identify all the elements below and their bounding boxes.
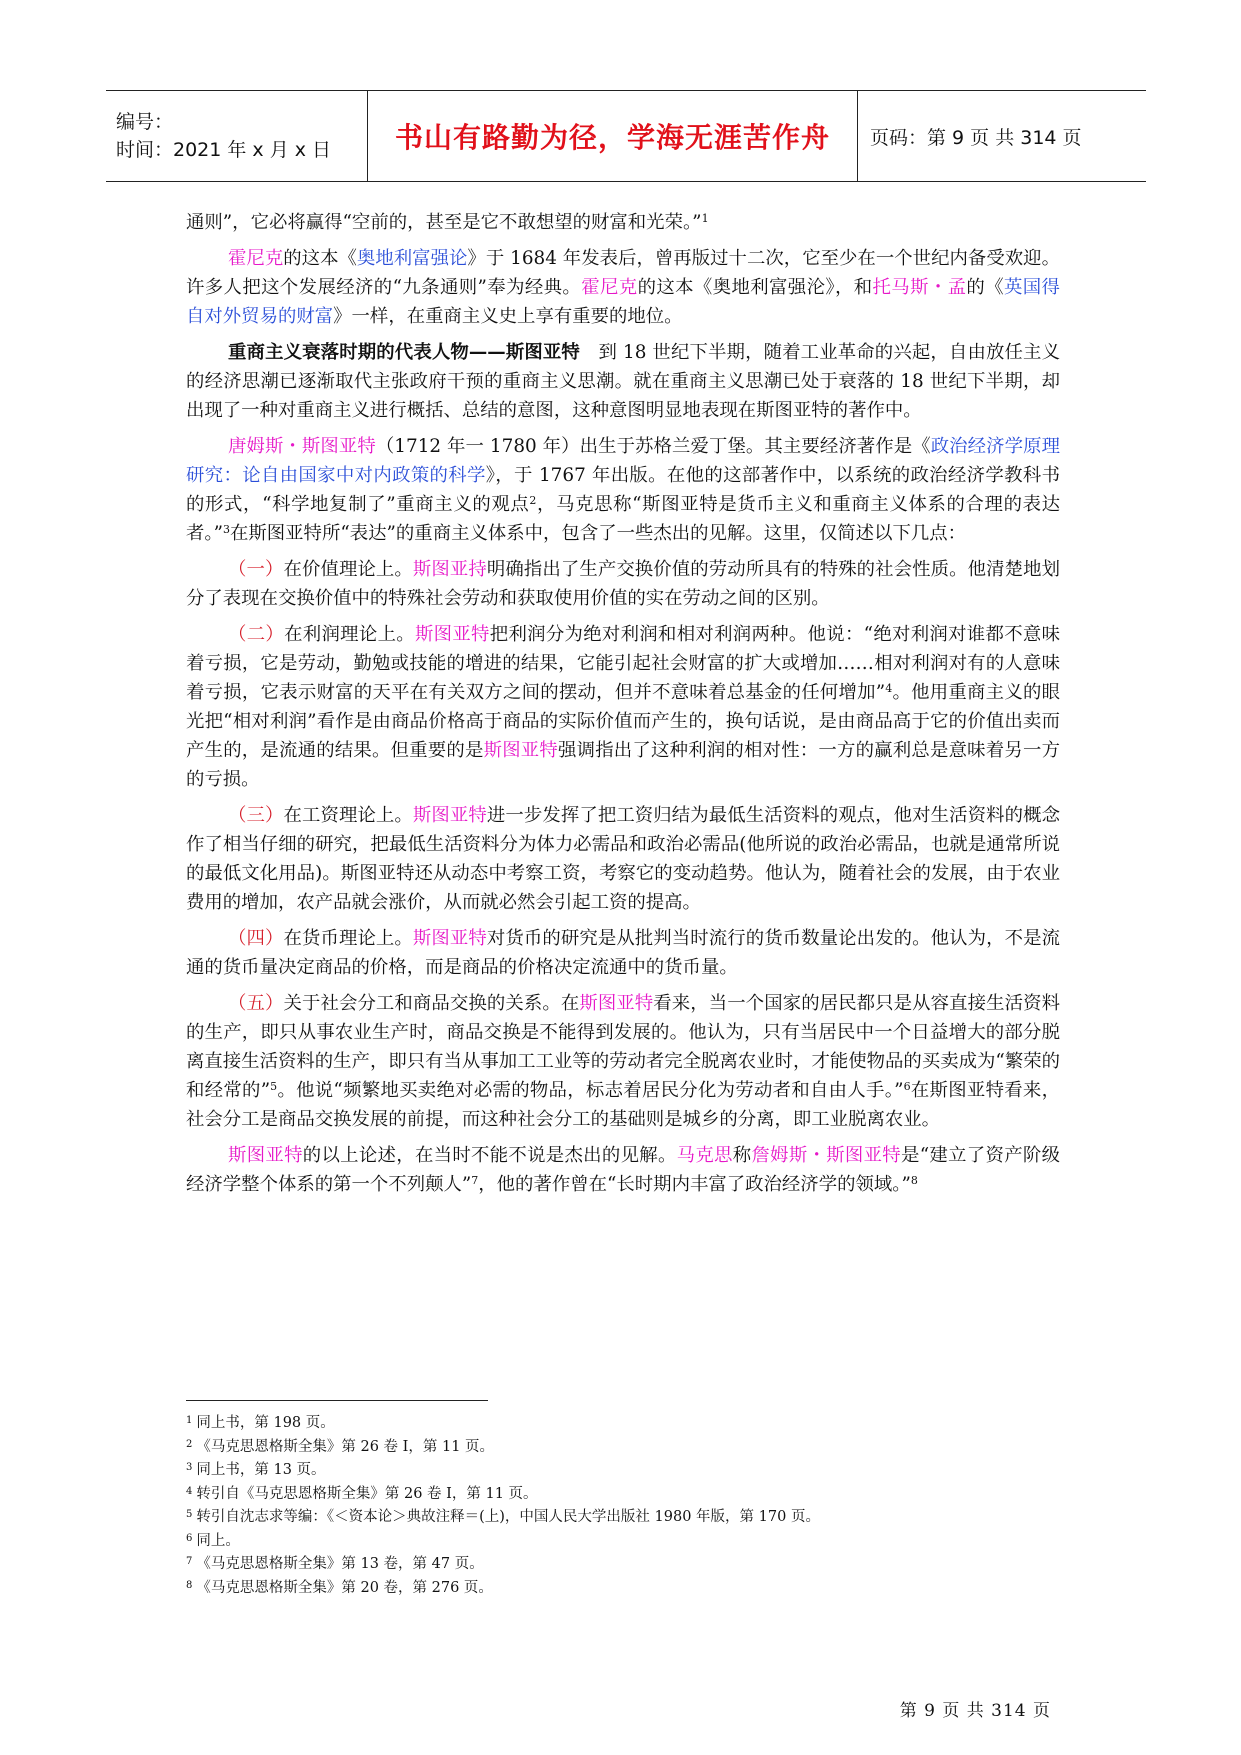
- footnote-number: 8: [186, 1579, 193, 1591]
- person-name: 唐姆斯・斯图亚特: [228, 436, 376, 457]
- text-run: 看来，当一个国家的居民都只是从容直接生活资料的生产，即只从事农业生产时，商品交换是不能得到发展的。他认为，只有当居民中一个日益增大的部分脱离直接生活资料的生产，即只有当从事加工工业等的劳动者完全脱离农业时，才能使物品的买卖成为“繁荣的和经常的”: [186, 993, 1060, 1101]
- footnote-ref: 4: [885, 682, 893, 695]
- enum-marker: （二）: [228, 624, 285, 645]
- text-run: 的《: [966, 277, 1004, 298]
- text-run: 关于社会分工和商品交换的关系。在: [283, 993, 580, 1014]
- footnote-ref: 3: [222, 523, 230, 536]
- footnote-item: [186, 1553, 820, 1577]
- text-run: 到 18 世纪下半期，随着工业革命的兴起，自由放任主义的经济思潮已逐渐取代主张政府干预的重商主义思潮。就在重商主义思潮已处于衰落的 18 世纪下半期，却出现了一种对重商主义进行概括、总结的意图，这种意图明显地表现在斯图亚特的著作中。: [186, 342, 1060, 421]
- footnote-ref: 7: [471, 1174, 479, 1187]
- text-run: 。他用重商主义的眼光把“相对利润”看作是由商品价格高于商品的实际价值而产生的，换句话说，是由商品高于它的价值出卖而产生的，是流通的结果。但重要的是: [186, 682, 1060, 761]
- person-name: 托马斯・孟: [872, 277, 967, 298]
- paragraph-p10: [186, 1141, 1060, 1199]
- text-run: ，马克思称“斯图亚特是货币主义和重商主义体系的合理的表达者。”: [186, 494, 1061, 544]
- footnote-ref: 6: [903, 1080, 911, 1093]
- paragraph-p6: [186, 620, 1060, 794]
- header-number-label: 编号：: [116, 111, 174, 133]
- footnote-ref: 5: [270, 1080, 278, 1093]
- footnote-text: 同上书，第 198 页。: [196, 1415, 335, 1431]
- text-run: 》于 1684 年发表后，曾再版过十二次，它至少在一个世纪内备受欢迎。许多人把这个发展经济的“九条通则”奉为经典。: [186, 248, 1060, 298]
- person-name: 斯图亚特: [412, 928, 487, 949]
- paragraph-p9: [186, 989, 1060, 1134]
- person-name: 斯图亚特: [414, 624, 490, 645]
- text-run: 是“建立了资产阶级经济学整个体系的第一个不列颠人”: [186, 1145, 1060, 1195]
- footnote-item: [186, 1577, 820, 1601]
- paragraph-p4: [186, 432, 1060, 548]
- text-run: 在货币理论上。: [283, 928, 413, 949]
- text-run: 的这本《奥地利富强沦》，和: [637, 277, 873, 298]
- book-title: 奥地利富强论: [356, 248, 468, 269]
- paragraph-p2: [186, 244, 1060, 331]
- person-name: 霍尼克: [228, 248, 284, 269]
- text-run: 对货币的研究是从批判当时流行的货币数量论出发的。他认为，不是流通的货币量决定商品的价格，而是商品的价格决定流通中的货币量。: [186, 928, 1060, 978]
- footnote-number: 1: [186, 1415, 193, 1426]
- document-body: [186, 208, 1060, 1206]
- text-run: 称: [732, 1145, 752, 1166]
- enum-marker: （四）: [228, 928, 284, 949]
- paragraph-p1: [186, 208, 1060, 237]
- footnote-number: 5: [186, 1509, 193, 1520]
- footnote-item: [186, 1530, 820, 1554]
- text-run: （1712 年一 1780 年）出生于苏格兰爱丁堡。其主要经济著作是《: [375, 436, 931, 457]
- footnote-text: 同上书，第 13 页。: [196, 1462, 326, 1478]
- footnotes: [186, 1412, 820, 1600]
- enum-marker: （一）: [228, 559, 284, 580]
- text-run: 的这本《: [283, 248, 357, 269]
- person-name: 斯图亚特: [228, 1145, 303, 1166]
- person-name: 霍尼克: [581, 277, 638, 298]
- paragraph-p5: [186, 555, 1060, 613]
- footnote-ref: 1: [701, 212, 709, 225]
- text-run: 在斯图亚特所“表达”的重商主义体系中，包含了一些杰出的见解。这里，仅简述以下几点：: [229, 523, 967, 544]
- enum-marker: （三）: [228, 805, 284, 826]
- text-run: 》，于 1767 年出版。在他的这部著作中，以系统的政治经济学教科书的形式，“科学地复制了”重商主义的观点: [186, 465, 1060, 515]
- footnote-text: 转引自沈志求等编：《＜资本论＞典故注释＝(上)，中国人民大学出版社 1980 年版，第 170 页。: [196, 1509, 820, 1525]
- text-run: 进一步发挥了把工资归结为最低生活资料的观点，他对生活资料的概念作了相当仔细的研究，把最低生活资料分为体力必需品和政治必需品(他所说的政治必需品，也就是通常所说的最低文化用品)。斯图亚特还从动态中考察工资，考察它的变动趋势。他认为，随着社会的发展，由于农业费用的增加，农产品就会涨价，从而就必然会引起工资的提高。: [186, 805, 1060, 913]
- footnote-item: [186, 1412, 820, 1436]
- footnote-item: [186, 1459, 820, 1483]
- footnote-text: 《马克思恩格斯全集》第 26 卷 I，第 11 页。: [196, 1438, 495, 1455]
- book-title: 政治经济学原理研究：论自由国家中对内政策的科学: [186, 436, 1060, 486]
- header-page-text: 页码：第 9 页 共 314 页: [870, 126, 1082, 149]
- footnote-number: 4: [186, 1485, 193, 1497]
- footnote-text: 同上。: [196, 1532, 240, 1549]
- text-run: 在工资理论上。: [283, 805, 413, 826]
- header-page: [858, 91, 1146, 181]
- footnote-item: [186, 1483, 820, 1507]
- text-run: 明确指出了生产交换价值的劳动所具有的特殊的社会性质。他清楚地划分了表现在交换价值中的特殊社会劳动和获取使用价值的实在劳动之间的区别。: [186, 559, 1060, 609]
- text-run: 》一样，在重商主义史上享有重要的地位。: [333, 306, 683, 327]
- header-motto: [368, 91, 858, 181]
- footnote-item: [186, 1506, 820, 1530]
- paragraph-p3: [186, 338, 1060, 425]
- section-heading: 重商主义衰落时期的代表人物——斯图亚特: [228, 342, 580, 363]
- footnote-item: [186, 1436, 820, 1460]
- text-run: 在利润理论上。: [284, 624, 415, 645]
- motto-text: 书山有路勤为径，学海无涯苦作舟: [394, 121, 830, 154]
- enum-marker: （五）: [228, 993, 284, 1014]
- person-name: 马克思: [676, 1145, 733, 1166]
- text-run: 把利润分为绝对利润和相对利润两种。他说：“绝对利润对谁都不意味着亏损，它是劳动，勤勉或技能的增进的结果，它能引起社会财富的扩大或增加……相对利润对有的人意味着亏损，它表示财富的天平在有关双方之间的摆动，但并不意味着总基金的任何增加”: [186, 624, 1060, 703]
- text-run: 在价值理论上。: [283, 559, 413, 580]
- footnote-number: 2: [186, 1438, 193, 1450]
- paragraph-p8: [186, 924, 1060, 982]
- footnote-divider: [186, 1400, 488, 1401]
- person-name: 詹姆斯・斯图亚特: [751, 1145, 902, 1166]
- text-run: 的以上论述，在当时不能不说是杰出的见解。: [302, 1145, 677, 1166]
- header-time: 时间：2021 年 x 月 x 日: [116, 139, 332, 161]
- footnote-number: 7: [186, 1556, 193, 1567]
- footnote-text: 《马克思恩格斯全集》第 20 卷，第 276 页。: [196, 1579, 493, 1596]
- header-meta: [106, 91, 368, 181]
- person-name: 斯图亚持: [412, 559, 487, 580]
- person-name: 斯图亚特: [579, 993, 654, 1014]
- page-footer-number: 第 9 页 共 314 页: [899, 1701, 1051, 1721]
- footnote-number: 6: [186, 1532, 193, 1544]
- footnote-ref: 8: [910, 1174, 918, 1187]
- page-header: [106, 90, 1146, 182]
- text-run: 。他说“频繁地买卖绝对必需的物品，标志着居民分化为劳动者和自由人手。”: [277, 1080, 904, 1101]
- footnote-text: 《马克思恩格斯全集》第 13 卷，第 47 页。: [196, 1556, 484, 1572]
- text-run: 强调指出了这种利润的相对性：一方的赢利总是意味着另一方的亏损。: [186, 740, 1060, 790]
- footnote-number: 3: [186, 1462, 193, 1473]
- text-run: 在斯图亚特看来，社会分工是商品交换发展的前提，而这种社会分工的基础则是城乡的分离，即工业脱离农业。: [186, 1080, 1060, 1130]
- paragraph-p7: [186, 801, 1060, 917]
- book-title: 英国得自对外贸易的财富: [186, 277, 1060, 327]
- footnote-text: 转引自《马克思恩格斯全集》第 26 卷 I，第 11 页。: [196, 1485, 538, 1502]
- person-name: 斯图亚特: [412, 805, 487, 826]
- text-run: ，他的著作曾在“长时期内丰富了政治经济学的领域。”: [478, 1174, 911, 1195]
- footnote-ref: 2: [529, 494, 537, 507]
- text-run: 通则”，它必将赢得“空前的，甚至是它不敢想望的财富和光荣。”: [186, 212, 702, 233]
- person-name: 斯图亚特: [483, 740, 558, 761]
